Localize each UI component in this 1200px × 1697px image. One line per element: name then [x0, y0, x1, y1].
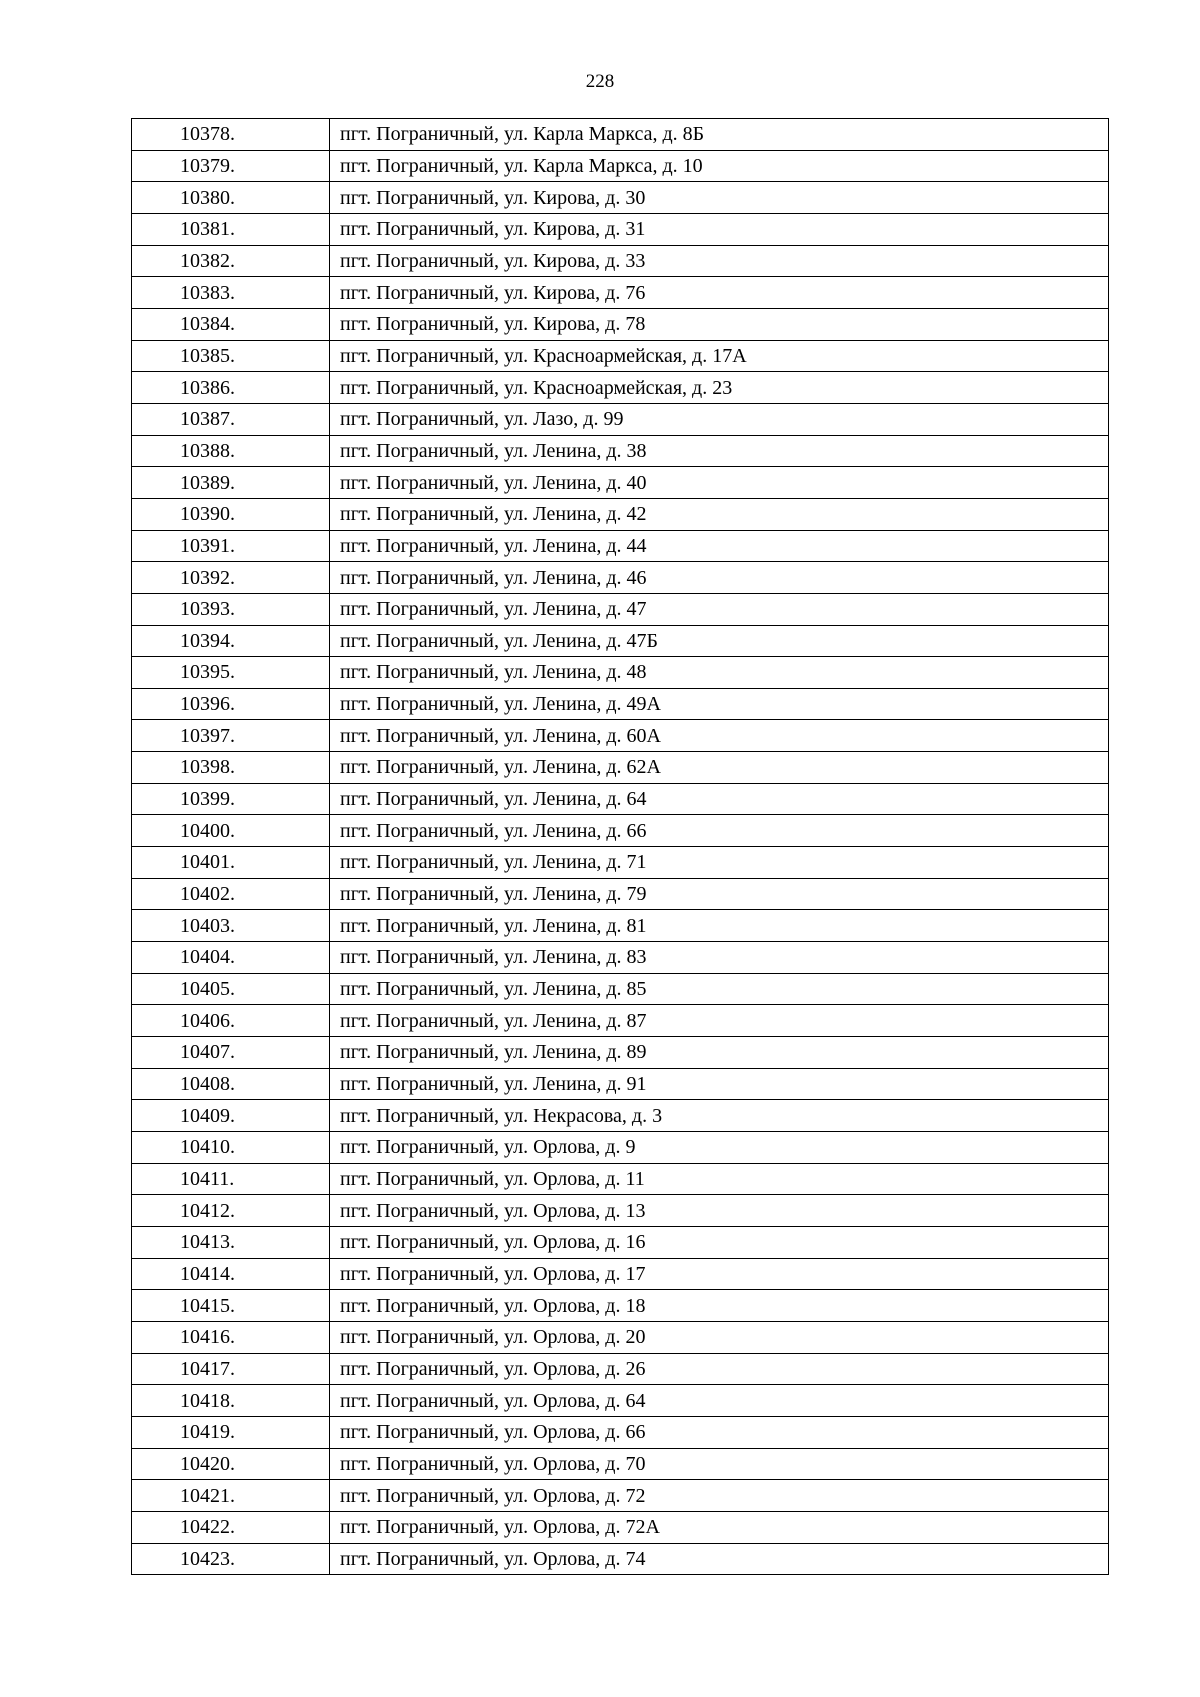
row-number-cell: 10396. [132, 688, 330, 720]
address-table [131, 118, 1109, 1575]
address-cell: пгт. Пограничный, ул. Орлова, д. 72А [330, 1511, 1109, 1543]
table-row [132, 752, 1109, 784]
table-row [132, 1068, 1109, 1100]
table-row [132, 1353, 1109, 1385]
row-number-cell: 10409. [132, 1100, 330, 1132]
address-cell: пгт. Пограничный, ул. Ленина, д. 40 [330, 467, 1109, 499]
table-row [132, 245, 1109, 277]
table-row [132, 308, 1109, 340]
table-row [132, 213, 1109, 245]
address-cell: пгт. Пограничный, ул. Ленина, д. 87 [330, 1005, 1109, 1037]
address-cell: пгт. Пограничный, ул. Орлова, д. 26 [330, 1353, 1109, 1385]
table-row [132, 1258, 1109, 1290]
row-number-cell: 10414. [132, 1258, 330, 1290]
address-cell: пгт. Пограничный, ул. Ленина, д. 89 [330, 1037, 1109, 1069]
table-row [132, 340, 1109, 372]
row-number-cell: 10423. [132, 1543, 330, 1575]
row-number-cell: 10407. [132, 1037, 330, 1069]
table-row [132, 1543, 1109, 1575]
row-number-cell: 10395. [132, 657, 330, 689]
row-number-cell: 10399. [132, 783, 330, 815]
row-number-cell: 10392. [132, 562, 330, 594]
address-cell: пгт. Пограничный, ул. Ленина, д. 85 [330, 973, 1109, 1005]
address-cell: пгт. Пограничный, ул. Ленина, д. 48 [330, 657, 1109, 689]
row-number-cell: 10417. [132, 1353, 330, 1385]
row-number-cell: 10393. [132, 593, 330, 625]
row-number-cell: 10397. [132, 720, 330, 752]
row-number-cell: 10405. [132, 973, 330, 1005]
address-cell: пгт. Пограничный, ул. Орлова, д. 72 [330, 1480, 1109, 1512]
address-cell: пгт. Пограничный, ул. Ленина, д. 83 [330, 942, 1109, 974]
address-cell: пгт. Пограничный, ул. Ленина, д. 49А [330, 688, 1109, 720]
row-number-cell: 10416. [132, 1321, 330, 1353]
address-cell: пгт. Пограничный, ул. Кирова, д. 30 [330, 182, 1109, 214]
address-cell: пгт. Пограничный, ул. Ленина, д. 62А [330, 752, 1109, 784]
table-row [132, 657, 1109, 689]
table-row [132, 625, 1109, 657]
address-cell: пгт. Пограничный, ул. Красноармейская, д. 17А [330, 340, 1109, 372]
table-row [132, 1448, 1109, 1480]
row-number-cell: 10385. [132, 340, 330, 372]
row-number-cell: 10420. [132, 1448, 330, 1480]
row-number-cell: 10382. [132, 245, 330, 277]
row-number-cell: 10411. [132, 1163, 330, 1195]
table-row [132, 910, 1109, 942]
table-row [132, 1290, 1109, 1322]
row-number-cell: 10422. [132, 1511, 330, 1543]
row-number-cell: 10386. [132, 372, 330, 404]
address-cell: пгт. Пограничный, ул. Ленина, д. 91 [330, 1068, 1109, 1100]
table-row [132, 1511, 1109, 1543]
table-row [132, 1416, 1109, 1448]
table-row [132, 530, 1109, 562]
table-row [132, 277, 1109, 309]
row-number-cell: 10410. [132, 1132, 330, 1164]
row-number-cell: 10383. [132, 277, 330, 309]
address-cell: пгт. Пограничный, ул. Орлова, д. 16 [330, 1226, 1109, 1258]
row-number-cell: 10401. [132, 847, 330, 879]
address-cell: пгт. Пограничный, ул. Орлова, д. 74 [330, 1543, 1109, 1575]
address-cell: пгт. Пограничный, ул. Ленина, д. 60А [330, 720, 1109, 752]
address-cell: пгт. Пограничный, ул. Орлова, д. 66 [330, 1416, 1109, 1448]
row-number-cell: 10384. [132, 308, 330, 340]
table-row [132, 1385, 1109, 1417]
address-cell: пгт. Пограничный, ул. Ленина, д. 81 [330, 910, 1109, 942]
table-row [132, 1037, 1109, 1069]
address-cell: пгт. Пограничный, ул. Орлова, д. 11 [330, 1163, 1109, 1195]
table-row [132, 182, 1109, 214]
row-number-cell: 10413. [132, 1226, 330, 1258]
row-number-cell: 10378. [132, 119, 330, 151]
address-cell: пгт. Пограничный, ул. Ленина, д. 66 [330, 815, 1109, 847]
table-row [132, 688, 1109, 720]
table-row [132, 435, 1109, 467]
table-row [132, 1195, 1109, 1227]
address-cell: пгт. Пограничный, ул. Орлова, д. 9 [330, 1132, 1109, 1164]
table-row [132, 878, 1109, 910]
row-number-cell: 10389. [132, 467, 330, 499]
address-cell: пгт. Пограничный, ул. Орлова, д. 20 [330, 1321, 1109, 1353]
address-cell: пгт. Пограничный, ул. Лазо, д. 99 [330, 403, 1109, 435]
address-cell: пгт. Пограничный, ул. Карла Маркса, д. 10 [330, 150, 1109, 182]
row-number-cell: 10380. [132, 182, 330, 214]
table-row [132, 815, 1109, 847]
address-cell: пгт. Пограничный, ул. Некрасова, д. 3 [330, 1100, 1109, 1132]
address-cell: пгт. Пограничный, ул. Кирова, д. 78 [330, 308, 1109, 340]
row-number-cell: 10381. [132, 213, 330, 245]
row-number-cell: 10403. [132, 910, 330, 942]
table-row [132, 847, 1109, 879]
table-row [132, 783, 1109, 815]
table-row [132, 150, 1109, 182]
address-cell: пгт. Пограничный, ул. Ленина, д. 42 [330, 498, 1109, 530]
table-row [132, 403, 1109, 435]
row-number-cell: 10390. [132, 498, 330, 530]
table-row [132, 1100, 1109, 1132]
address-cell: пгт. Пограничный, ул. Орлова, д. 17 [330, 1258, 1109, 1290]
row-number-cell: 10379. [132, 150, 330, 182]
address-cell: пгт. Пограничный, ул. Ленина, д. 71 [330, 847, 1109, 879]
page-number: 228 [585, 71, 615, 92]
row-number-cell: 10400. [132, 815, 330, 847]
row-number-cell: 10388. [132, 435, 330, 467]
row-number-cell: 10406. [132, 1005, 330, 1037]
row-number-cell: 10387. [132, 403, 330, 435]
address-cell: пгт. Пограничный, ул. Орлова, д. 70 [330, 1448, 1109, 1480]
address-cell: пгт. Пограничный, ул. Кирова, д. 76 [330, 277, 1109, 309]
row-number-cell: 10418. [132, 1385, 330, 1417]
table-row [132, 1132, 1109, 1164]
table-row [132, 1163, 1109, 1195]
table-row [132, 1005, 1109, 1037]
row-number-cell: 10391. [132, 530, 330, 562]
address-cell: пгт. Пограничный, ул. Ленина, д. 44 [330, 530, 1109, 562]
address-cell: пгт. Пограничный, ул. Ленина, д. 47 [330, 593, 1109, 625]
address-cell: пгт. Пограничный, ул. Орлова, д. 64 [330, 1385, 1109, 1417]
row-number-cell: 10415. [132, 1290, 330, 1322]
address-table-body [132, 119, 1109, 1575]
row-number-cell: 10398. [132, 752, 330, 784]
address-cell: пгт. Пограничный, ул. Кирова, д. 31 [330, 213, 1109, 245]
row-number-cell: 10404. [132, 942, 330, 974]
table-row [132, 562, 1109, 594]
address-cell: пгт. Пограничный, ул. Орлова, д. 13 [330, 1195, 1109, 1227]
table-row [132, 1321, 1109, 1353]
address-cell: пгт. Пограничный, ул. Орлова, д. 18 [330, 1290, 1109, 1322]
table-row [132, 593, 1109, 625]
address-cell: пгт. Пограничный, ул. Ленина, д. 64 [330, 783, 1109, 815]
row-number-cell: 10394. [132, 625, 330, 657]
table-row [132, 973, 1109, 1005]
table-row [132, 1226, 1109, 1258]
address-cell: пгт. Пограничный, ул. Карла Маркса, д. 8Б [330, 119, 1109, 151]
row-number-cell: 10402. [132, 878, 330, 910]
table-row [132, 942, 1109, 974]
address-cell: пгт. Пограничный, ул. Ленина, д. 38 [330, 435, 1109, 467]
table-row [132, 372, 1109, 404]
row-number-cell: 10408. [132, 1068, 330, 1100]
table-row [132, 1480, 1109, 1512]
address-cell: пгт. Пограничный, ул. Ленина, д. 79 [330, 878, 1109, 910]
table-row [132, 467, 1109, 499]
table-row [132, 498, 1109, 530]
row-number-cell: 10419. [132, 1416, 330, 1448]
table-row [132, 119, 1109, 151]
table-row [132, 720, 1109, 752]
address-cell: пгт. Пограничный, ул. Красноармейская, д. 23 [330, 372, 1109, 404]
row-number-cell: 10412. [132, 1195, 330, 1227]
address-cell: пгт. Пограничный, ул. Ленина, д. 46 [330, 562, 1109, 594]
address-cell: пгт. Пограничный, ул. Ленина, д. 47Б [330, 625, 1109, 657]
row-number-cell: 10421. [132, 1480, 330, 1512]
address-cell: пгт. Пограничный, ул. Кирова, д. 33 [330, 245, 1109, 277]
